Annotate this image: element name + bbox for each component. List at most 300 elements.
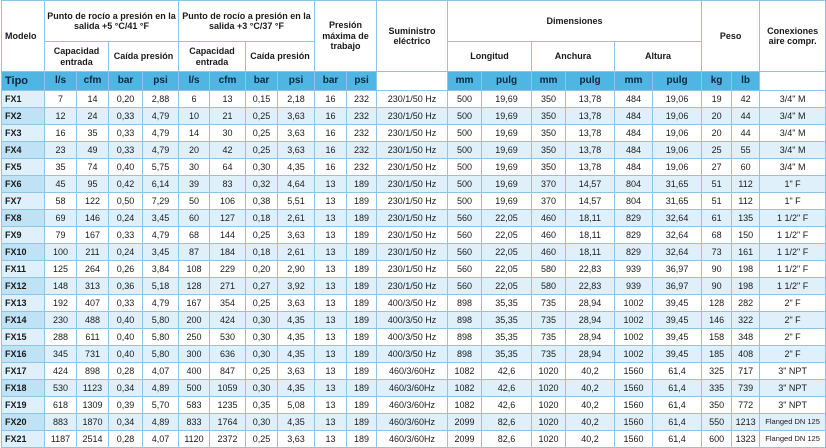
table-cell: 167 [179,295,210,312]
table-cell: 19,06 [653,108,702,125]
table-cell: 35,35 [482,312,532,329]
table-cell: 229 [210,261,246,278]
table-cell: 1560 [615,431,653,448]
table-cell: 717 [732,363,760,380]
table-cell: 0,20 [109,91,143,108]
table-cell: 7,29 [143,193,179,210]
table-cell: 3,63 [278,108,315,125]
table-cell: 20 [702,125,732,142]
table-cell: 3,63 [278,363,315,380]
connection-cell: 3" NPT [760,380,826,397]
table-cell: 61,4 [653,397,702,414]
table-cell: 0,18 [246,210,278,227]
table-cell: 500 [448,176,482,193]
header-group-3c: Punto de rocío a presión en la salida +3 °C/37 °F [179,1,315,42]
table-cell: 1213 [732,414,760,431]
table-cell: 58 [45,193,77,210]
table-cell: 0,25 [246,431,278,448]
model-cell: FX6 [2,176,45,193]
table-cell: 189 [347,312,377,329]
table-cell: 0,27 [246,278,278,295]
table-cell: 5,75 [143,159,179,176]
table-cell: 300 [179,346,210,363]
table-cell: 2099 [448,414,482,431]
table-cell: 0,25 [246,363,278,380]
table-cell: 39,45 [653,329,702,346]
table-row [2,176,826,193]
table-cell: 370 [532,176,566,193]
table-cell: 230/1/50 Hz [377,244,448,261]
table-cell: 0,39 [109,397,143,414]
header-group-5c: Punto de rocío a presión en la salida +5 °C/41 °F [45,1,179,42]
table-cell: 24 [77,108,109,125]
table-cell: 0,33 [109,125,143,142]
table-cell: 32,64 [653,244,702,261]
table-cell: 125 [45,261,77,278]
table-cell: 484 [615,159,653,176]
table-cell: 230/1/50 Hz [377,261,448,278]
table-cell: 2,61 [278,210,315,227]
table-cell: 108 [179,261,210,278]
table-cell: 0,30 [246,159,278,176]
table-row [2,193,826,210]
table-cell: 189 [347,431,377,448]
table-cell: 40,2 [566,414,615,431]
table-cell: 44 [732,125,760,142]
table-cell: 1082 [448,397,482,414]
table-cell: 64 [210,159,246,176]
table-cell: 22,83 [566,261,615,278]
table-cell: 400/3/50 Hz [377,346,448,363]
table-cell: 4,79 [143,125,179,142]
table-cell: 500 [448,159,482,176]
unit-cell: pulg [482,72,532,91]
table-cell: 20 [702,108,732,125]
table-cell: 484 [615,91,653,108]
table-cell: 400/3/50 Hz [377,329,448,346]
table-cell: 898 [448,312,482,329]
table-cell: 82,6 [482,414,532,431]
table-cell: 106 [210,193,246,210]
table-cell: 2372 [210,431,246,448]
unit-cell: psi [347,72,377,91]
table-row [2,431,826,448]
table-cell: 3,63 [278,431,315,448]
table-cell: 1020 [532,397,566,414]
table-cell: 0,30 [246,312,278,329]
table-cell: 1309 [77,397,109,414]
table-cell: 350 [532,125,566,142]
table-cell: 61,4 [653,414,702,431]
table-cell: 322 [732,312,760,329]
table-cell: 61,4 [653,380,702,397]
table-cell: 230/1/50 Hz [377,278,448,295]
table-cell: 560 [448,244,482,261]
table-cell: 13 [315,193,347,210]
connection-cell: 3/4" M [760,125,826,142]
table-cell: 10 [179,108,210,125]
table-cell: 128 [702,295,732,312]
table-cell: 13 [315,414,347,431]
table-cell: 112 [732,193,760,210]
table-cell: 211 [77,244,109,261]
table-cell: 0,35 [246,397,278,414]
header-connections: Conexiones aire compr. [760,1,826,72]
table-row [2,295,826,312]
table-cell: 0,40 [109,329,143,346]
table-cell: 0,20 [246,261,278,278]
table-cell: 13 [315,295,347,312]
table-cell: 13 [315,244,347,261]
table-cell: 484 [615,108,653,125]
table-cell: 28,94 [566,295,615,312]
table-cell: 19,69 [482,193,532,210]
unit-cell: psi [143,72,179,91]
table-cell: 424 [210,312,246,329]
table-cell: 5,08 [278,397,315,414]
model-cell: FX2 [2,108,45,125]
table-cell: 39,45 [653,295,702,312]
table-cell: 0,26 [109,261,143,278]
table-cell: 230/1/50 Hz [377,193,448,210]
model-cell: FX21 [2,431,45,448]
table-cell: 13 [315,346,347,363]
table-cell: 13 [315,363,347,380]
connection-cell: 3" NPT [760,397,826,414]
table-cell: 0,34 [109,414,143,431]
table-cell: 350 [532,142,566,159]
table-cell: 31,65 [653,176,702,193]
table-cell: 13 [210,91,246,108]
table-cell: 36,97 [653,278,702,295]
table-cell: 560 [448,227,482,244]
table-cell: 735 [532,329,566,346]
table-cell: 232 [347,108,377,125]
table-cell: 1560 [615,414,653,431]
table-cell: 0,32 [246,176,278,193]
table-cell: 1002 [615,329,653,346]
table-cell: 350 [532,108,566,125]
table-cell: 7 [45,91,77,108]
table-cell: 192 [45,295,77,312]
table-cell: 460/3/60Hz [377,380,448,397]
table-cell: 22,05 [482,244,532,261]
unit-cell [377,72,448,91]
table-cell: 32,64 [653,210,702,227]
table-cell: 580 [532,261,566,278]
table-cell: 2,18 [278,91,315,108]
table-cell: 189 [347,227,377,244]
table-cell: 898 [77,363,109,380]
table-cell: 148 [45,278,77,295]
table-cell: 3,63 [278,227,315,244]
table-cell: 5,18 [143,278,179,295]
table-cell: 18,11 [566,227,615,244]
table-cell: 0,28 [109,431,143,448]
table-cell: 230/1/50 Hz [377,159,448,176]
table-cell: 230/1/50 Hz [377,210,448,227]
connection-cell: 3/4" M [760,142,826,159]
table-cell: 354 [210,295,246,312]
table-cell: 28,94 [566,329,615,346]
header-weight: Peso [702,1,760,72]
connection-cell: 3/4" M [760,108,826,125]
table-cell: 484 [615,125,653,142]
header-pressure-drop-5c: Caída presión [109,42,179,72]
table-cell: 460/3/60Hz [377,397,448,414]
table-cell: 3,45 [143,210,179,227]
model-cell: FX4 [2,142,45,159]
table-cell: 560 [448,278,482,295]
table-cell: 939 [615,261,653,278]
header-power: Suministro eléctrico [377,1,448,72]
table-row [2,312,826,329]
table-cell: 3,45 [143,244,179,261]
table-cell: 1123 [77,380,109,397]
model-cell: FX13 [2,295,45,312]
table-cell: 350 [532,159,566,176]
table-cell: 1560 [615,363,653,380]
table-cell: 2099 [448,431,482,448]
table-cell: 1020 [532,431,566,448]
connection-cell: 1 1/2" F [760,244,826,261]
table-cell: 735 [532,312,566,329]
table-row [2,380,826,397]
table-cell: 4,79 [143,142,179,159]
table-cell: 0,38 [246,193,278,210]
table-cell: 189 [347,210,377,227]
table-cell: 22,05 [482,261,532,278]
connection-cell: 3/4" M [760,91,826,108]
table-cell: 28,94 [566,312,615,329]
unit-cell: bar [315,72,347,91]
table-cell: 0,50 [109,193,143,210]
table-cell: 60 [732,159,760,176]
table-cell: 0,30 [246,346,278,363]
header-width: Anchura [532,42,615,72]
table-cell: 345 [45,346,77,363]
table-body [2,91,826,448]
table-cell: 35,35 [482,329,532,346]
table-cell: 19,69 [482,108,532,125]
table-cell: 500 [448,142,482,159]
table-cell: 460 [532,210,566,227]
table-cell: 271 [210,278,246,295]
table-cell: 1002 [615,346,653,363]
table-cell: 580 [532,278,566,295]
table-cell: 460 [532,227,566,244]
unit-cell: pulg [653,72,702,91]
table-cell: 14,57 [566,176,615,193]
table-cell: 4,89 [143,414,179,431]
table-cell: 4,79 [143,295,179,312]
table-cell: 18,11 [566,244,615,261]
table-cell: 16 [315,108,347,125]
table-cell: 829 [615,210,653,227]
table-cell: 0,24 [109,244,143,261]
table-cell: 19,69 [482,159,532,176]
table-cell: 74 [77,159,109,176]
model-cell: FX20 [2,414,45,431]
table-cell: 73 [702,244,732,261]
table-cell: 13 [315,397,347,414]
table-cell: 460/3/60Hz [377,431,448,448]
table-row [2,142,826,159]
table-cell: 500 [179,380,210,397]
connection-cell: 1 1/2" F [760,278,826,295]
table-cell: 282 [732,295,760,312]
table-cell: 618 [45,397,77,414]
table-cell: 0,33 [109,227,143,244]
connection-cell: 1 1/2" F [760,210,826,227]
unit-cell: mm [448,72,482,91]
table-cell: 39,45 [653,312,702,329]
table-cell: 13 [315,329,347,346]
table-cell: 1059 [210,380,246,397]
table-cell: 1560 [615,380,653,397]
table-cell: 13 [315,261,347,278]
table-cell: 1002 [615,295,653,312]
table-cell: 2514 [77,431,109,448]
header-capacity-5c: Capacidad entrada [45,42,109,72]
table-cell: 5,80 [143,329,179,346]
table-cell: 250 [179,329,210,346]
table-cell: 4,89 [143,380,179,397]
table-cell: 51 [702,193,732,210]
table-cell: 0,40 [109,159,143,176]
model-cell: FX16 [2,346,45,363]
table-cell: 189 [347,295,377,312]
table-cell: 4,35 [278,380,315,397]
table-cell: 16 [315,159,347,176]
table-cell: 4,64 [278,176,315,193]
table-cell: 39,45 [653,346,702,363]
table-cell: 230 [45,312,77,329]
table-cell: 51 [702,176,732,193]
table-cell: 4,35 [278,346,315,363]
model-cell: FX18 [2,380,45,397]
unit-cell: cfm [77,72,109,91]
table-cell: 335 [702,380,732,397]
model-cell: FX9 [2,227,45,244]
table-cell: 40,2 [566,397,615,414]
connection-cell: 1" F [760,176,826,193]
table-cell: 189 [347,346,377,363]
table-cell: 189 [347,176,377,193]
table-cell: 4,35 [278,312,315,329]
table-cell: 30 [179,159,210,176]
table-cell: 167 [77,227,109,244]
unit-cell: mm [532,72,566,91]
table-cell: 19,06 [653,142,702,159]
model-cell: FX14 [2,312,45,329]
connection-cell: 2" F [760,312,826,329]
table-cell: 325 [702,363,732,380]
table-cell: 0,25 [246,108,278,125]
table-cell: 560 [448,210,482,227]
table-cell: 3,63 [278,142,315,159]
unit-cell: bar [109,72,143,91]
table-cell: 0,28 [109,363,143,380]
model-cell: FX3 [2,125,45,142]
table-cell: 0,40 [109,346,143,363]
table-cell: 735 [532,346,566,363]
table-row [2,91,826,108]
model-cell: FX11 [2,261,45,278]
table-cell: 370 [532,193,566,210]
table-cell: 22,05 [482,227,532,244]
table-cell: 0,24 [109,210,143,227]
table-cell: 23 [45,142,77,159]
table-cell: 42 [210,142,246,159]
table-cell: 90 [702,278,732,295]
table-cell: 313 [77,278,109,295]
table-cell: 127 [210,210,246,227]
table-cell: 1020 [532,414,566,431]
table-cell: 40,2 [566,431,615,448]
table-cell: 230/1/50 Hz [377,108,448,125]
table-row [2,414,826,431]
table-cell: 829 [615,244,653,261]
table-cell: 288 [45,329,77,346]
table-cell: 122 [77,193,109,210]
table-cell: 13,78 [566,91,615,108]
table-cell: 400/3/50 Hz [377,295,448,312]
table-cell: 1020 [532,363,566,380]
table-cell: 27 [702,159,732,176]
table-cell: 150 [732,227,760,244]
table-cell: 39 [179,176,210,193]
table-cell: 31,65 [653,193,702,210]
table-cell: 49 [77,142,109,159]
table-cell: 1870 [77,414,109,431]
table-cell: 42 [732,91,760,108]
table-cell: 1002 [615,312,653,329]
table-cell: 3,63 [278,125,315,142]
table-cell: 400/3/50 Hz [377,312,448,329]
table-cell: 13 [315,278,347,295]
table-cell: 28,94 [566,346,615,363]
table-cell: 772 [732,397,760,414]
table-row [2,227,826,244]
unit-cell: kg [702,72,732,91]
table-cell: 50 [179,193,210,210]
table-cell: 42,6 [482,380,532,397]
table-cell: 0,33 [109,142,143,159]
table-cell: 22,05 [482,210,532,227]
table-cell: 348 [732,329,760,346]
unit-cell: cfm [210,72,246,91]
table-cell: 1764 [210,414,246,431]
table-cell: 408 [732,346,760,363]
connection-cell: 2" F [760,329,826,346]
table-cell: 42,6 [482,397,532,414]
table-cell: 0,25 [246,125,278,142]
table-cell: 0,30 [246,329,278,346]
table-cell: 2,61 [278,244,315,261]
connection-cell: 3/4" M [760,159,826,176]
table-cell: 1235 [210,397,246,414]
table-cell: 530 [45,380,77,397]
table-cell: 14 [179,125,210,142]
table-cell: 16 [45,125,77,142]
table-cell: 898 [448,346,482,363]
table-cell: 189 [347,414,377,431]
header-capacity-3c: Capacidad entrada [179,42,246,72]
connection-cell: 1 1/2" F [760,227,826,244]
table-cell: 22,05 [482,278,532,295]
table-cell: 12 [45,108,77,125]
